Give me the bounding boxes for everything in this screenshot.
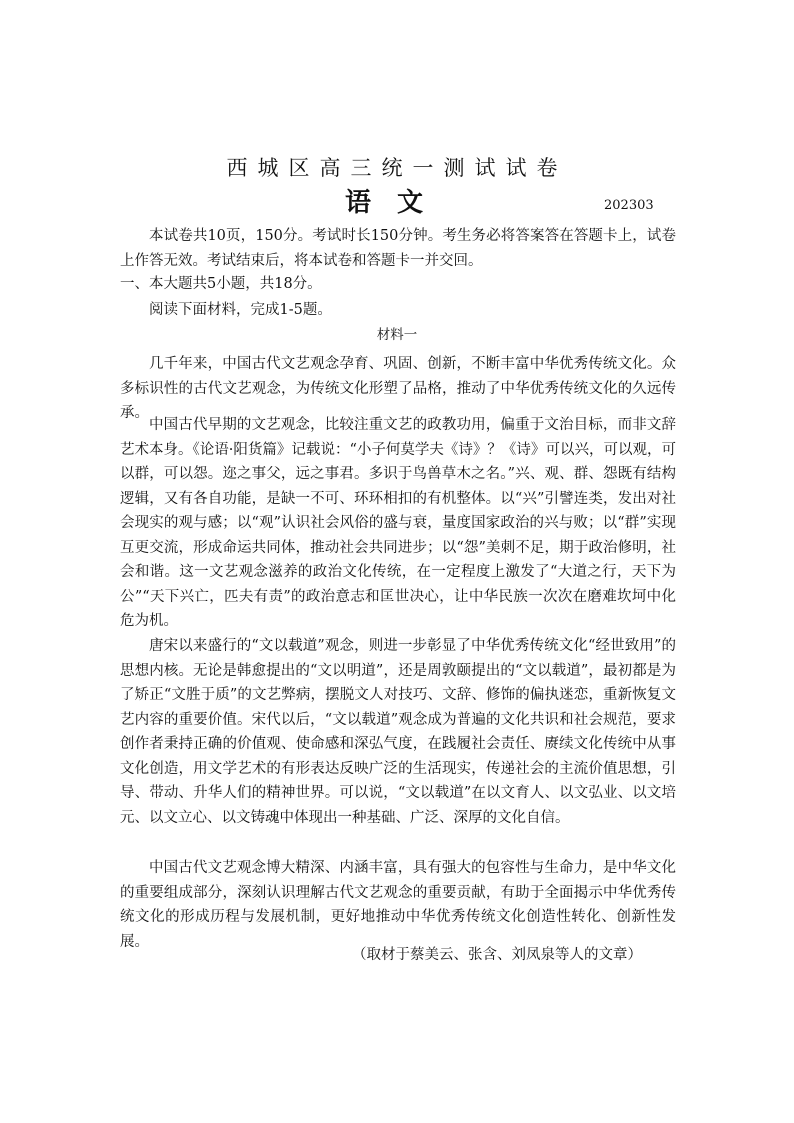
exam-title: 西城区高三统一测试试卷: [226, 156, 568, 180]
exam-code: 202303: [604, 198, 654, 213]
subject-title: 语文: [344, 188, 449, 218]
subject-row: [0, 186, 794, 220]
source-citation: （取材于蔡美云、张含、刘凤泉等人的文章）: [352, 947, 642, 963]
material-title: 材料一: [376, 327, 418, 343]
reading-instruction: 阅读下面材料，完成1-5题。: [149, 302, 332, 318]
section-heading: 一、本大题共5小题，共18分。: [120, 276, 322, 292]
paragraph-4: 中国古代文艺观念博大精深、内涵丰富，具有强大的包容性与生命力，是中华文化的重要组成部分，深刻认识理解古代文艺观念的重要贡献，有助于全面揭示中华优秀传统文化的形成历程与发展机制，更好地推动中华优秀传统文化创造性转化、创新性发展。: [120, 860, 676, 950]
paragraph-1: 几千年来，中国古代文艺观念孕育、巩固、创新，不断丰富中华优秀传统文化。众多标识性的古代文艺观念，为传统文化形塑了品格，推动了中华优秀传统文化的久远传承。: [120, 356, 676, 421]
exam-intro: 本试卷共10页，150分。考试时长150分钟。考生务必将答案答在答题卡上，试卷上作答无效。考试结束后，将本试卷和答题卡一并交回。: [120, 228, 676, 269]
paragraph-2: 中国古代早期的文艺观念，比较注重文艺的政教功用，偏重于文治目标，而非文辞艺术本身。《论语·阳货篇》记载说：“小子何莫学夫《诗》？《诗》可以兴，可以观，可以群，可以怨。迩之事父，远之事君。多识于鸟兽草木之名。”兴、观、群、怨既有结构逻辑，又有各自功能，是缺一不可、环环相扣的有机整体。以“兴”引譬连类，发出对社会现实的观与感；以“观”认识社会风俗的盛与衰，量度国家政治的兴与败；以“群”实现互更交流，形成命运共同体，推动社会共同进步；以“怨”美刺不足，期于政治修明，社会和谐。这一文艺观念滋养的政治文化传统，在一定程度上激发了“大道之行，天下为公”“天下兴亡，匹夫有责”的政治意志和匡世决心，让中华民族一次次在磨难坎坷中化危为机。: [120, 417, 676, 629]
paragraph-3: 唐宋以来盛行的“文以载道”观念，则进一步彰显了中华优秀传统文化“经世致用”的思想内核。无论是韩愈提出的“文以明道”，还是周敦颐提出的“文以载道”，最初都是为了矫正“文胜于质”的文艺弊病，摆脱文人对技巧、文辞、修饰的偏执迷恋，重新恢复文艺内容的重要价值。宋代以后，“文以载道”观念成为普遍的文化共识和社会规范，要求创作者秉持正确的价值观、使命感和深弘气度，在践履社会责任、赓续文化传统中从事文化创造，用文学艺术的有形表达反映广泛的生活现实，传递社会的主流价值思想，引导、带动、升华人们的精神世界。可以说，“文以载道”在以文育人、以文弘业、以文培元、以文立心、以文铸魂中体现出一种基础、广泛、深厚的文化自信。: [120, 638, 676, 826]
